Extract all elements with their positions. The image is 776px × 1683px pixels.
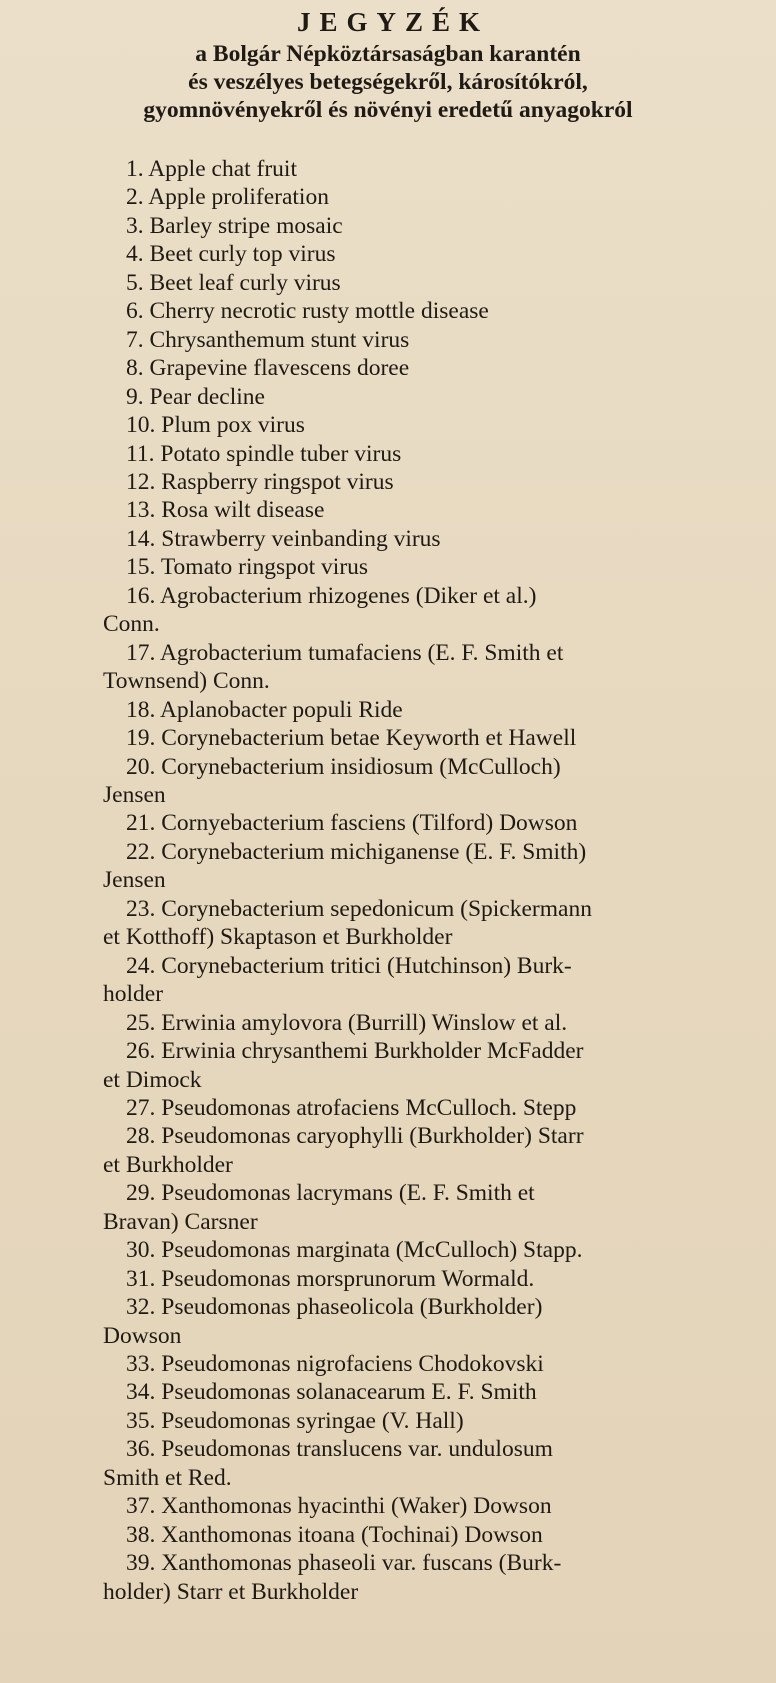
- list-item-first-line: 32. Pseudomonas phaseolicola (Burkholder): [126, 1294, 543, 1321]
- list-item: [0, 553, 776, 581]
- list-item: [0, 1435, 776, 1492]
- list-item: [0, 1350, 776, 1378]
- list-item: [0, 240, 776, 268]
- list-item: [0, 411, 776, 439]
- list-item-continuation-line: et Burkholder: [103, 1151, 233, 1178]
- list-item-first-line: 5. Beet leaf curly virus: [126, 269, 341, 296]
- list-item-first-line: 31. Pseudomonas morsprunorum Wormald.: [126, 1265, 535, 1292]
- list-item-first-line: 12. Raspberry ringspot virus: [126, 468, 394, 495]
- list-item-first-line: 13. Rosa wilt disease: [126, 497, 325, 524]
- list-item-first-line: 17. Agrobacterium tumafaciens (E. F. Smith et: [126, 639, 564, 666]
- list-item: [0, 1521, 776, 1549]
- list-item-first-line: 16. Agrobacterium rhizogenes (Diker et al.): [126, 582, 537, 609]
- list-item: [0, 496, 776, 524]
- quarantine-list: [0, 155, 776, 1606]
- list-item-first-line: 38. Xanthomonas itoana (Tochinai) Dowson: [126, 1521, 543, 1548]
- list-item-continuation-line: Jensen: [103, 867, 166, 894]
- list-item: [0, 639, 776, 696]
- list-item-first-line: 25. Erwinia amylovora (Burrill) Winslow et al.: [126, 1009, 568, 1036]
- list-item: [0, 809, 776, 837]
- list-item-first-line: 4. Beet curly top virus: [126, 241, 336, 268]
- list-item: [0, 212, 776, 240]
- list-item-first-line: 36. Pseudomonas translucens var. undulosum: [126, 1436, 553, 1463]
- list-item: [0, 1009, 776, 1037]
- list-item-first-line: 23. Corynebacterium sepedonicum (Spickermann: [126, 895, 592, 922]
- list-item: [0, 895, 776, 952]
- subtitle-line-2: és veszélyes betegségekről, károsítókról,: [188, 69, 588, 95]
- list-item: [0, 1492, 776, 1520]
- list-item-first-line: 18. Aplanobacter populi Ride: [126, 696, 403, 723]
- list-item-first-line: 37. Xanthomonas hyacinthi (Waker) Dowson: [126, 1493, 552, 1520]
- list-item-first-line: 20. Corynebacterium insidiosum (McCulloch): [126, 753, 561, 780]
- list-item: [0, 1293, 776, 1350]
- list-item-first-line: 6. Cherry necrotic rusty mottle disease: [126, 298, 489, 325]
- list-item-continuation-line: et Kotthoff) Skaptason et Burkholder: [103, 924, 453, 951]
- list-item: [0, 724, 776, 752]
- list-item-continuation-line: Townsend) Conn.: [103, 668, 270, 695]
- list-item: [0, 468, 776, 496]
- list-item-first-line: 30. Pseudomonas marginata (McCulloch) Stapp.: [126, 1237, 583, 1264]
- list-item-first-line: 29. Pseudomonas lacrymans (E. F. Smith et: [126, 1180, 535, 1207]
- list-item: [0, 1179, 776, 1236]
- list-item: [0, 1037, 776, 1094]
- list-item-first-line: 34. Pseudomonas solanacearum E. F. Smith: [126, 1379, 537, 1406]
- list-item-continuation-line: et Dimock: [103, 1066, 202, 1093]
- list-item-first-line: 11. Potato spindle tuber virus: [126, 440, 402, 467]
- list-item: [0, 525, 776, 553]
- list-item-continuation-line: Jensen: [103, 781, 166, 808]
- list-item-first-line: 3. Barley stripe mosaic: [126, 212, 343, 239]
- list-item: [0, 297, 776, 325]
- list-item-first-line: 2. Apple proliferation: [126, 184, 329, 211]
- list-item: [0, 440, 776, 468]
- list-item-continuation-line: Dowson: [103, 1322, 182, 1349]
- page-title: JEGYZÉK: [296, 7, 490, 37]
- list-item: [0, 952, 776, 1009]
- list-item: [0, 1122, 776, 1179]
- list-item: [0, 1407, 776, 1435]
- list-item: [0, 1236, 776, 1264]
- list-item-first-line: 7. Chrysanthemum stunt virus: [126, 326, 410, 353]
- list-item: [0, 354, 776, 382]
- list-item-first-line: 33. Pseudomonas nigrofaciens Chodokovski: [126, 1351, 544, 1378]
- subtitle-line-1: a Bolgár Népköztársaságban karantén: [195, 41, 581, 67]
- list-item-first-line: 28. Pseudomonas caryophylli (Burkholder) Starr: [126, 1123, 584, 1150]
- list-item: [0, 1265, 776, 1293]
- list-item: [0, 838, 776, 895]
- document-header: [0, 4, 776, 124]
- list-item-first-line: 9. Pear decline: [126, 383, 265, 410]
- list-item: [0, 183, 776, 211]
- list-item: [0, 1378, 776, 1406]
- list-item-first-line: 10. Plum pox virus: [126, 412, 305, 439]
- list-item-first-line: 21. Cornyebacterium fasciens (Tilford) Dowson: [126, 810, 578, 837]
- subtitle-line-3: gyomnövényekről és növényi eredetű anyagokról: [143, 97, 633, 123]
- list-item-continuation-line: Bravan) Carsner: [103, 1208, 258, 1235]
- list-item-first-line: 14. Strawberry veinbanding virus: [126, 525, 441, 552]
- list-item: [0, 383, 776, 411]
- list-item: [0, 696, 776, 724]
- list-item-first-line: 27. Pseudomonas atrofaciens McCulloch. Stepp: [126, 1094, 577, 1121]
- list-item-first-line: 26. Erwinia chrysanthemi Burkholder McFadder: [126, 1038, 584, 1065]
- list-item: [0, 1094, 776, 1122]
- list-item-continuation-line: Smith et Red.: [103, 1464, 232, 1491]
- list-item: [0, 269, 776, 297]
- list-item-first-line: 39. Xanthomonas phaseoli var. fuscans (Burk-: [126, 1550, 562, 1577]
- list-item-first-line: 8. Grapevine flavescens doree: [126, 355, 410, 382]
- list-item-continuation-line: holder) Starr et Burkholder: [103, 1578, 359, 1605]
- list-item: [0, 326, 776, 354]
- list-item-first-line: 1. Apple chat fruit: [126, 156, 297, 182]
- list-item-continuation-line: Conn.: [103, 611, 160, 638]
- list-item-first-line: 19. Corynebacterium betae Keyworth et Hawell: [126, 725, 577, 752]
- list-item: [0, 155, 776, 183]
- list-item: [0, 1549, 776, 1606]
- list-item-first-line: 24. Corynebacterium tritici (Hutchinson) Burk-: [126, 952, 572, 979]
- list-item-first-line: 22. Corynebacterium michiganense (E. F. Smith): [126, 838, 587, 865]
- list-item: [0, 582, 776, 639]
- list-item-first-line: 15. Tomato ringspot virus: [126, 554, 369, 581]
- list-item-first-line: 35. Pseudomonas syringae (V. Hall): [126, 1407, 464, 1434]
- list-item: [0, 753, 776, 810]
- list-item-continuation-line: holder: [103, 981, 164, 1008]
